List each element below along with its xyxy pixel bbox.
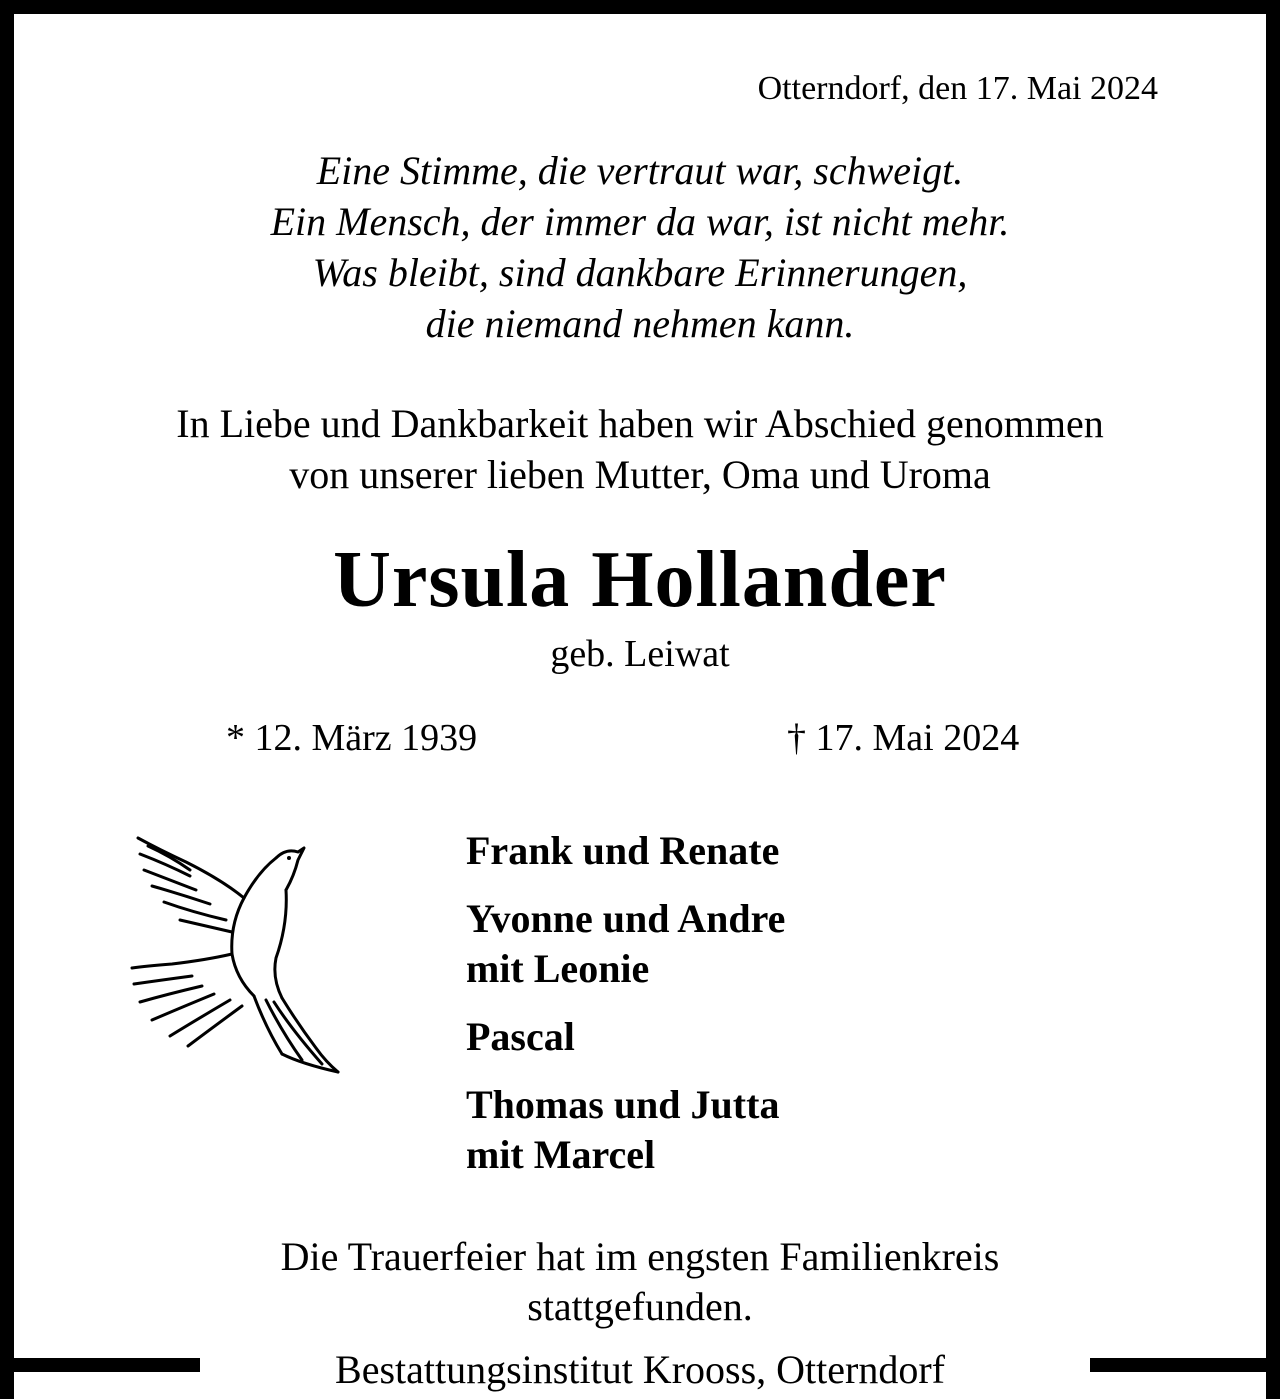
mourner-group — [466, 826, 785, 876]
mourner-group — [466, 894, 785, 994]
mourner-line: mit Marcel — [466, 1132, 656, 1177]
poem-line: Eine Stimme, die vertraut war, schweigt. — [316, 148, 964, 193]
poem-line: die niemand nehmen kann. — [425, 301, 855, 346]
poem — [0, 145, 1280, 349]
intro-line: von unserer lieben Mutter, Oma und Uroma — [289, 452, 991, 497]
poem-line: Ein Mensch, der immer da war, ist nicht mehr. — [270, 199, 1010, 244]
poem-line: Was bleibt, sind dankbare Erinnerungen, — [312, 250, 968, 295]
dove-icon — [126, 828, 346, 1078]
mourner-line: Frank und Renate — [466, 828, 780, 873]
mourner-group — [466, 1012, 785, 1062]
deceased-name: Ursula Hollander — [333, 536, 947, 624]
frame-top-border — [0, 0, 1280, 14]
mourner-line: Yvonne und Andre — [466, 896, 786, 941]
birth-date: * 12. März 1939 — [226, 717, 478, 759]
place-date: Otterndorf, den 17. Mai 2024 — [757, 70, 1158, 107]
undertaker: Bestattungsinstitut Krooss, Otterndorf — [335, 1347, 945, 1392]
intro-text — [0, 398, 1280, 500]
ceremony-line: stattgefunden. — [527, 1284, 753, 1329]
mourner-line: Pascal — [466, 1014, 575, 1059]
maiden-name: geb. Leiwat — [550, 633, 730, 675]
death-date: † 17. Mai 2024 — [787, 717, 1020, 759]
intro-line: In Liebe und Dankbarkeit haben wir Abschied genommen — [176, 401, 1104, 446]
mourner-group — [466, 1080, 785, 1180]
mourner-line: mit Leonie — [466, 946, 650, 991]
ceremony-line: Die Trauerfeier hat im engsten Familienkreis — [280, 1234, 1000, 1279]
mourners-list — [466, 826, 785, 1198]
mourner-line: Thomas und Jutta — [466, 1082, 780, 1127]
ceremony-note — [0, 1232, 1280, 1332]
